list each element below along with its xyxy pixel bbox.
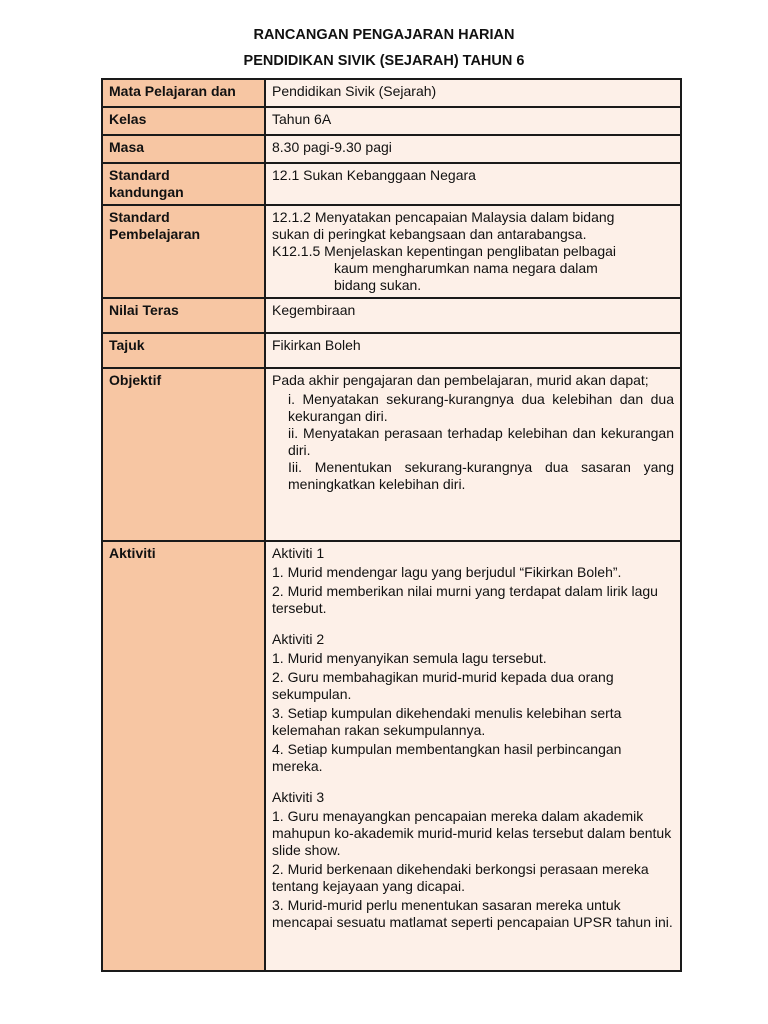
row-nilai-teras	[102, 298, 681, 333]
row-mata-pelajaran	[102, 79, 681, 107]
row-tajuk	[102, 333, 681, 368]
aktiviti-step: 2. Guru membahagikan murid-murid kepada dua orang sekumpulan.	[272, 669, 614, 702]
label-standard-pembelajaran	[102, 205, 265, 298]
document-title: RANCANGAN PENGAJARAN HARIAN	[253, 27, 515, 43]
sp-line: bidang sukan.	[334, 277, 422, 293]
aktiviti-step: 4. Setiap kumpulan membentangkan hasil perbincangan mereka.	[272, 741, 622, 774]
row-aktiviti	[102, 541, 681, 971]
row-objektif	[102, 368, 681, 541]
value-nilai-teras: Kegembiraan	[265, 298, 681, 333]
row-standard-pembelajaran	[102, 205, 681, 298]
aktiviti-1-title: Aktiviti 1	[272, 545, 325, 561]
objektif-item: ii. Menyatakan perasaan terhadap kelebihan dan kekurangan diri.	[288, 425, 674, 458]
value-standard-kandungan: 12.1 Sukan Kebanggaan Negara	[265, 163, 681, 205]
sp-line: 12.1.2 Menyatakan pencapaian Malaysia dalam bidang	[272, 209, 615, 225]
spacer	[272, 777, 674, 789]
aktiviti-step: 3. Setiap kumpulan dikehendaki menulis kelebihan serta kelemahan rakan sekumpulannya.	[272, 705, 622, 738]
row-standard-kandungan	[102, 163, 681, 205]
label-line: kandungan	[109, 184, 184, 200]
aktiviti-step: 2. Murid memberikan nilai murni yang terdapat dalam lirik lagu tersebut.	[272, 583, 658, 616]
aktiviti-2-title: Aktiviti 2	[272, 631, 325, 647]
spacer	[272, 619, 674, 631]
value-objektif	[265, 368, 681, 541]
document-subtitle: PENDIDIKAN SIVIK (SEJARAH) TAHUN 6	[243, 53, 525, 69]
label-line: Standard	[109, 209, 170, 225]
objektif-item: i. Menyatakan sekurang-kurangnya dua kelebihan dan dua kekurangan diri.	[288, 391, 674, 424]
lesson-plan-table	[101, 78, 682, 972]
sp-line: K12.1.5 Menjelaskan kepentingan penglibatan pelbagai	[272, 243, 617, 259]
label-nilai-teras: Nilai Teras	[102, 298, 265, 333]
value-masa: 8.30 pagi-9.30 pagi	[265, 135, 681, 163]
aktiviti-step: 1. Murid mendengar lagu yang berjudul “Fikirkan Boleh”.	[272, 564, 622, 580]
objektif-item: Iii. Menentukan sekurang-kurangnya dua sasaran yang meningkatkan kelebihan diri.	[288, 459, 674, 492]
aktiviti-step: 1. Murid menyanyikan semula lagu tersebut.	[272, 650, 547, 666]
label-tajuk: Tajuk	[102, 333, 265, 368]
label-aktiviti: Aktiviti	[102, 541, 265, 971]
aktiviti-step: 1. Guru menayangkan pencapaian mereka dalam akademik mahupun ko-akademik murid-murid kelas tersebut dalam bentuk slide show.	[272, 808, 672, 858]
label-masa: Masa	[102, 135, 265, 163]
sp-line: sukan di peringkat kebangsaan dan antarabangsa.	[272, 226, 587, 242]
value-tajuk: Fikirkan Boleh	[265, 333, 681, 368]
row-masa	[102, 135, 681, 163]
label-standard-kandungan	[102, 163, 265, 205]
aktiviti-step: 3. Murid-murid perlu menentukan sasaran mereka untuk mencapai sesuatu matlamat seperti pencapaian UPSR tahun ini.	[272, 897, 673, 930]
value-mata-pelajaran: Pendidikan Sivik (Sejarah)	[265, 79, 681, 107]
label-line: Standard	[109, 167, 170, 183]
aktiviti-3-title: Aktiviti 3	[272, 789, 325, 805]
sp-line: kaum mengharumkan nama negara dalam	[334, 260, 598, 276]
row-kelas	[102, 107, 681, 135]
label-line: Pembelajaran	[109, 226, 201, 242]
label-objektif: Objektif	[102, 368, 265, 541]
value-standard-pembelajaran	[265, 205, 681, 298]
value-kelas: Tahun 6A	[265, 107, 681, 135]
value-aktiviti	[265, 541, 681, 971]
objektif-intro: Pada akhir pengajaran dan pembelajaran, murid akan dapat;	[272, 372, 649, 388]
aktiviti-step: 2. Murid berkenaan dikehendaki berkongsi perasaan mereka tentang kejayaan yang dicapai.	[272, 861, 649, 894]
label-kelas: Kelas	[102, 107, 265, 135]
label-mata-pelajaran: Mata Pelajaran dan	[102, 79, 265, 107]
